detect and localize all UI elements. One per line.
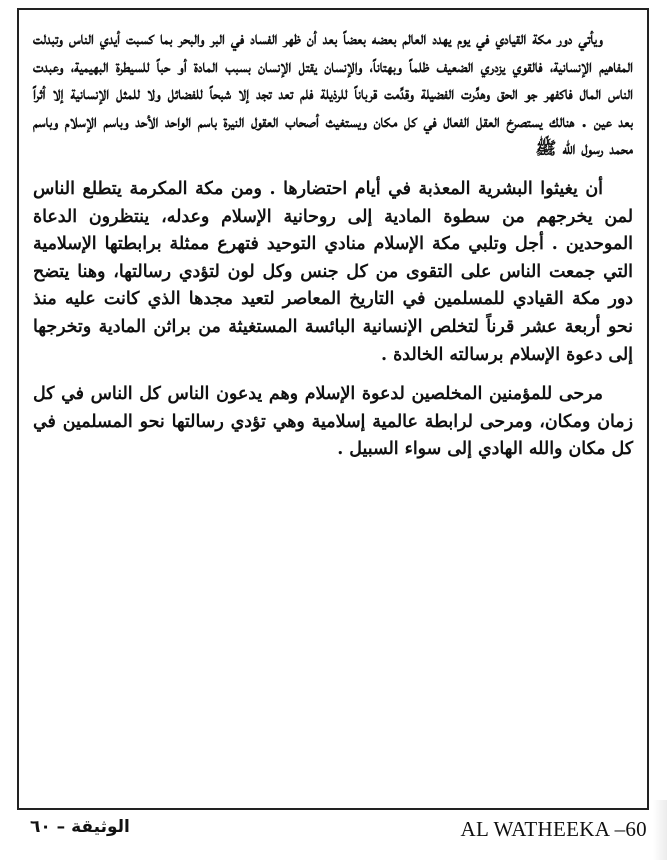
paragraph-3: مرحى للمؤمنين المخلصين لدعوة الإسلام وهم يدعون الناس كل الناس في كل زمان ومكان، ومرحى لرابطة عالمية إسلامية وهي تؤدي رسالتها نحو المسلمين في كل مكان والله الهادي إلى سواء السبيل . (33, 384, 633, 460)
footer-latin-page-label: AL WATHEEKA –60 (460, 817, 647, 841)
paragraph-2: أن يغيثوا البشرية المعذبة في أيام احتضارها . ومن مكة المكرمة يتطلع الناس لمن يخرجهم من سطوة المادية إلى روحانية الإسلام وعدله، ينتظرون الدعاة الموحدين . أجل وتلبي مكة الإسلام منادي التوحيد فتهرع ممثلة برابطتها الإسلامية التي جمعت الناس على التقوى من كل جنس وكل لون لتؤدي رسالتها، وهنا يتضح دور مكة القيادي للمسلمين في التاريخ المعاصر لتعيد مجدها الذي كانت عليه منذ نحو أربعة عشر قرناً لتخلص الإنسانية البائسة المستغيثة من براثن المادية وتخرجها إلى دعوة الإسلام برسالته الخالدة . (33, 178, 633, 365)
page-frame (17, 8, 649, 810)
footer-arabic-page-label: الوثيقة – ٦٠ (30, 817, 130, 837)
page-footer (0, 815, 667, 849)
page-edge-shadow (653, 800, 667, 860)
article-body (33, 26, 633, 464)
paragraph-1: ويأتي دور مكة القيادي في يوم يهدد العالم بعضه بعضاً بعد أن ظهر الفساد في البر والبحر بما كسبت أيدي الناس وتبدلت المفاهيم الإنسانية، فالقوي يزدري الضعيف ظلماً وبهتاناً، والإنسان يقتل الإنسان بسبب المادة أو حباً للسيطرة البهيمية، وعبدت الناس المال فاكفهر جو الحق وهدِّرت الفضيلة وقدِّمت قرباناً للرذيلة فلم تعد تجد إلا شبحاً للفضائل ولا للمثل الإنسانية إلا أثراً بعد عين . هنالك يستصرخ العقل الفعال في كل مكان ويستغيث أصحاب العقول النيرة باسم الواحد الأحد وباسم الإسلام وباسم محمد رسول الله ﷺ (33, 29, 633, 160)
